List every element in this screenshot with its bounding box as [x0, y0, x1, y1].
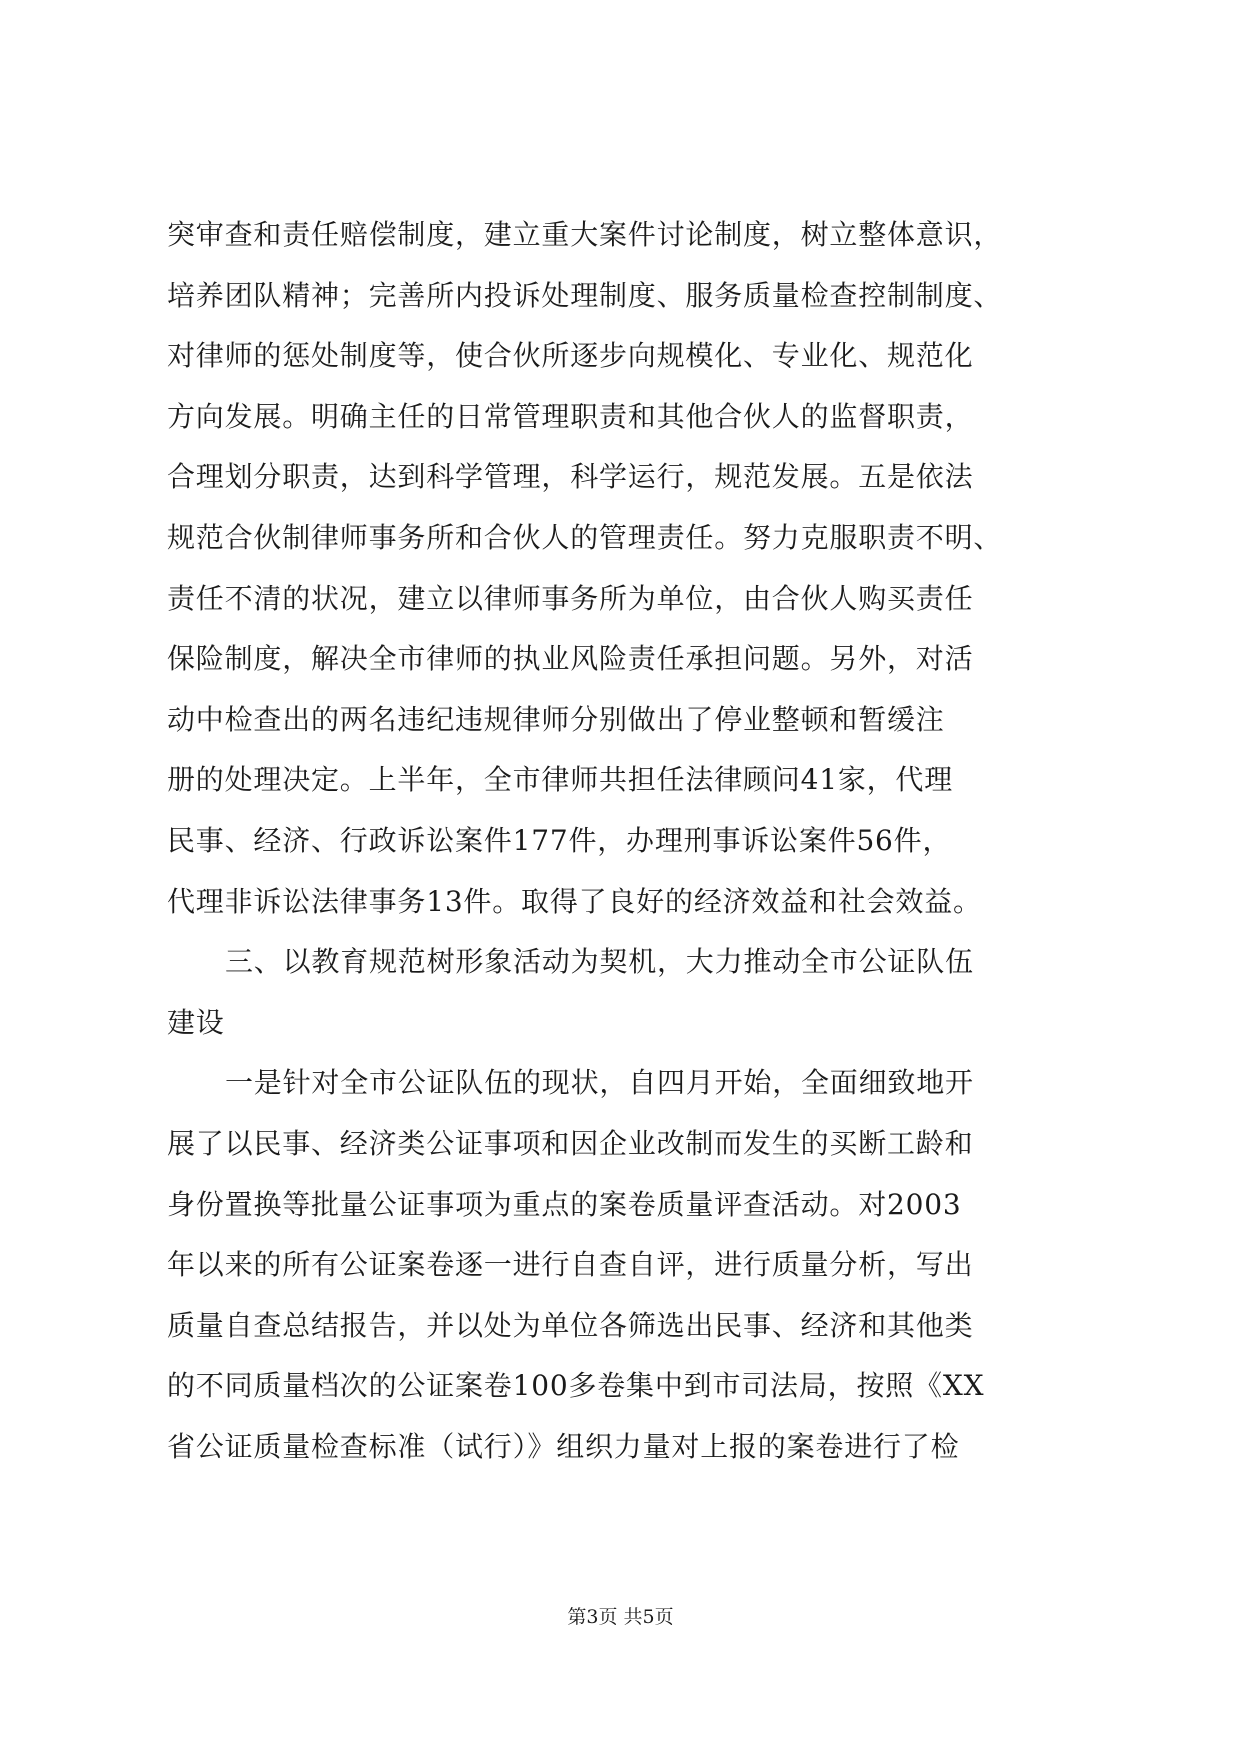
page-number-label: 第3页 共5页 [567, 1606, 674, 1628]
text-line: 省公证质量检查标准（试行）》组织力量对上报的案卷进行了检 [167, 1429, 960, 1463]
text-line: 民事、经济、行政诉讼案件177件，办理刑事诉讼案件56件， [167, 823, 952, 857]
text-line: 责任不清的状况，建立以律师事务所为单位，由合伙人购买责任 [167, 581, 974, 615]
text-line: 培养团队精神；完善所内投诉处理制度、服务质量检查控制制度、 [167, 278, 1003, 312]
section-heading-continued: 建设 [167, 1005, 225, 1039]
page-footer [0, 1605, 1241, 1629]
section-heading: 三、以教育规范树形象活动为契机，大力推动全市公证队伍 [225, 945, 974, 979]
text-line: 方向发展。明确主任的日常管理职责和其他合伙人的监督职责， [167, 399, 974, 433]
text-line: 突审查和责任赔偿制度，建立重大案件讨论制度，树立整体意识， [167, 218, 1003, 251]
text-line: 规范合伙制律师事务所和合伙人的管理责任。努力克服职责不明、 [167, 520, 1003, 554]
paragraph-first-line: 一是针对全市公证队伍的现状，自四月开始，全面细致地开 [225, 1066, 974, 1100]
text-line: 对律师的惩处制度等，使合伙所逐步向规模化、专业化、规范化 [167, 339, 974, 373]
text-line: 动中检查出的两名违纪违规律师分别做出了停业整顿和暂缓注 [167, 702, 945, 736]
text-line: 册的处理决定。上半年，全市律师共担任法律顾问41家，代理 [167, 763, 954, 797]
text-line: 代理非诉讼法律事务13件。取得了良好的经济效益和社会效益。 [167, 884, 982, 918]
text-line: 保险制度，解决全市律师的执业风险责任承担问题。另外，对活 [167, 642, 974, 676]
text-line: 年以来的所有公证案卷逐一进行自查自评，进行质量分析，写出 [167, 1248, 974, 1282]
text-line: 质量自查总结报告，并以处为单位各筛选出民事、经济和其他类 [167, 1308, 974, 1342]
text-line: 合理划分职责，达到科学管理，科学运行，规范发展。五是依法 [167, 460, 974, 494]
text-line: 身份置换等批量公证事项为重点的案卷质量评查活动。对2003 [167, 1187, 962, 1221]
text-line: 的不同质量档次的公证案卷100多卷集中到市司法局，按照《XX [167, 1369, 985, 1403]
body-text [167, 205, 1087, 1477]
text-line: 展了以民事、经济类公证事项和因企业改制而发生的买断工龄和 [167, 1126, 974, 1160]
